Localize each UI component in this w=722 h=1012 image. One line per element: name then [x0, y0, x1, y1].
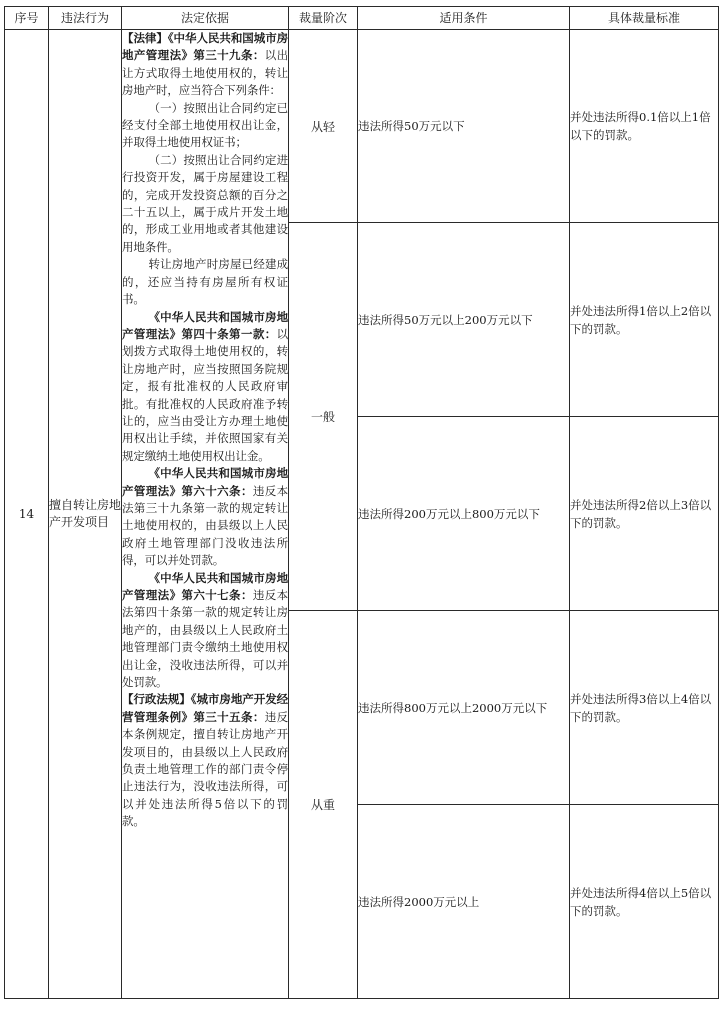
- condition-cell: 违法所得50万元以下: [358, 30, 570, 223]
- basis-text: 以出让方式取得土地使用权的，转让房地产时，应当符合下列条件：: [122, 48, 288, 98]
- basis-paragraph: [122, 691, 288, 830]
- standard-cell: 并处违法所得0.1倍以上1倍以下的罚款。: [570, 30, 719, 223]
- standard-cell: 并处违法所得1倍以上2倍以下的罚款。: [570, 223, 719, 417]
- header-applicable-condition: 适用条件: [358, 7, 570, 30]
- basis-text: 违反本条例规定，擅自转让房地产开发项目的，由县级以上人民政府负责土地管理工作的部门责令停止违法行为，没收违法所得，可以并处违法所得5倍以下的罚款。: [122, 709, 288, 829]
- legal-basis-cell: [122, 30, 289, 999]
- basis-citation: 【行政法规】《城市房地产开发经营管理条例》第三十五条：: [122, 692, 288, 724]
- basis-paragraph: （二）按照出让合同约定进行投资开发，属于房屋建设工程的，完成开发投资总额的百分之二十五以上，属于成片开发土地的，形成工业用地或者其他建设用地条件。: [122, 152, 288, 254]
- level-general-cell: 一般: [289, 223, 358, 611]
- level-light-cell: 从轻: [289, 30, 358, 223]
- condition-cell: 违法所得800万元以上2000万元以下: [358, 611, 570, 805]
- header-legal-basis: 法定依据: [122, 7, 289, 30]
- condition-cell: 违法所得2000万元以上: [358, 805, 570, 999]
- basis-citation: 【法律】《中华人民共和国城市房地产管理法》第三十九条：: [122, 31, 288, 63]
- level-heavy-cell: 从重: [289, 611, 358, 999]
- basis-paragraph: [122, 309, 288, 466]
- basis-citation: 《中华人民共和国城市房地产管理法》第六十七条：: [122, 570, 288, 602]
- header-discretion-level: 裁量阶次: [289, 7, 358, 30]
- basis-paragraph: 转让房地产时房屋已经建成的，还应当持有房屋所有权证书。: [122, 257, 288, 307]
- header-serial-no: 序号: [5, 7, 49, 30]
- discretion-standard-table: [4, 6, 719, 999]
- basis-paragraph: [122, 570, 288, 692]
- basis-paragraph: [122, 465, 288, 569]
- condition-cell: 违法所得200万元以上800万元以下: [358, 417, 570, 611]
- basis-paragraph: （一）按照出让合同约定已经支付全部土地使用权出让金，并取得土地使用权证书；: [122, 100, 288, 150]
- condition-cell: 违法所得50万元以上200万元以下: [358, 223, 570, 417]
- header-specific-standard: 具体裁量标准: [570, 7, 719, 30]
- table-header-row: [5, 7, 719, 30]
- basis-citation: 《中华人民共和国城市房地产管理法》第六十六条：: [122, 466, 288, 498]
- table-row: [5, 30, 719, 223]
- basis-citation: 《中华人民共和国城市房地产管理法》第四十条第一款：: [122, 309, 288, 341]
- basis-text: 违反本法第三十九条第一款的规定转让土地使用权的，由县级以上人民政府土地管理部门没收违法所得，可以并处罚款。: [122, 483, 288, 568]
- serial-number-cell: 14: [5, 30, 49, 999]
- violation-cell: 擅自转让房地产开发项目: [49, 30, 122, 999]
- basis-text: 违反本法第四十条第一款的规定转让房地产的，由县级以上人民政府土地管理部门责令缴纳土地使用权出让金，没收违法所得，可以并处罚款。: [122, 588, 288, 690]
- standard-cell: 并处违法所得4倍以上5倍以下的罚款。: [570, 805, 719, 999]
- header-violation: 违法行为: [49, 7, 122, 30]
- standard-cell: 并处违法所得3倍以上4倍以下的罚款。: [570, 611, 719, 805]
- standard-cell: 并处违法所得2倍以上3倍以下的罚款。: [570, 417, 719, 611]
- basis-text: 以划拨方式取得土地使用权的，转让房地产时，应当按照国务院规定，报有批准权的人民政府审批。有批准权的人民政府准予转让的，应当由受让方办理土地使用权出让手续，并依照国家有关规定缴纳土地使用权出让金。: [122, 326, 288, 463]
- basis-paragraph: [122, 30, 288, 100]
